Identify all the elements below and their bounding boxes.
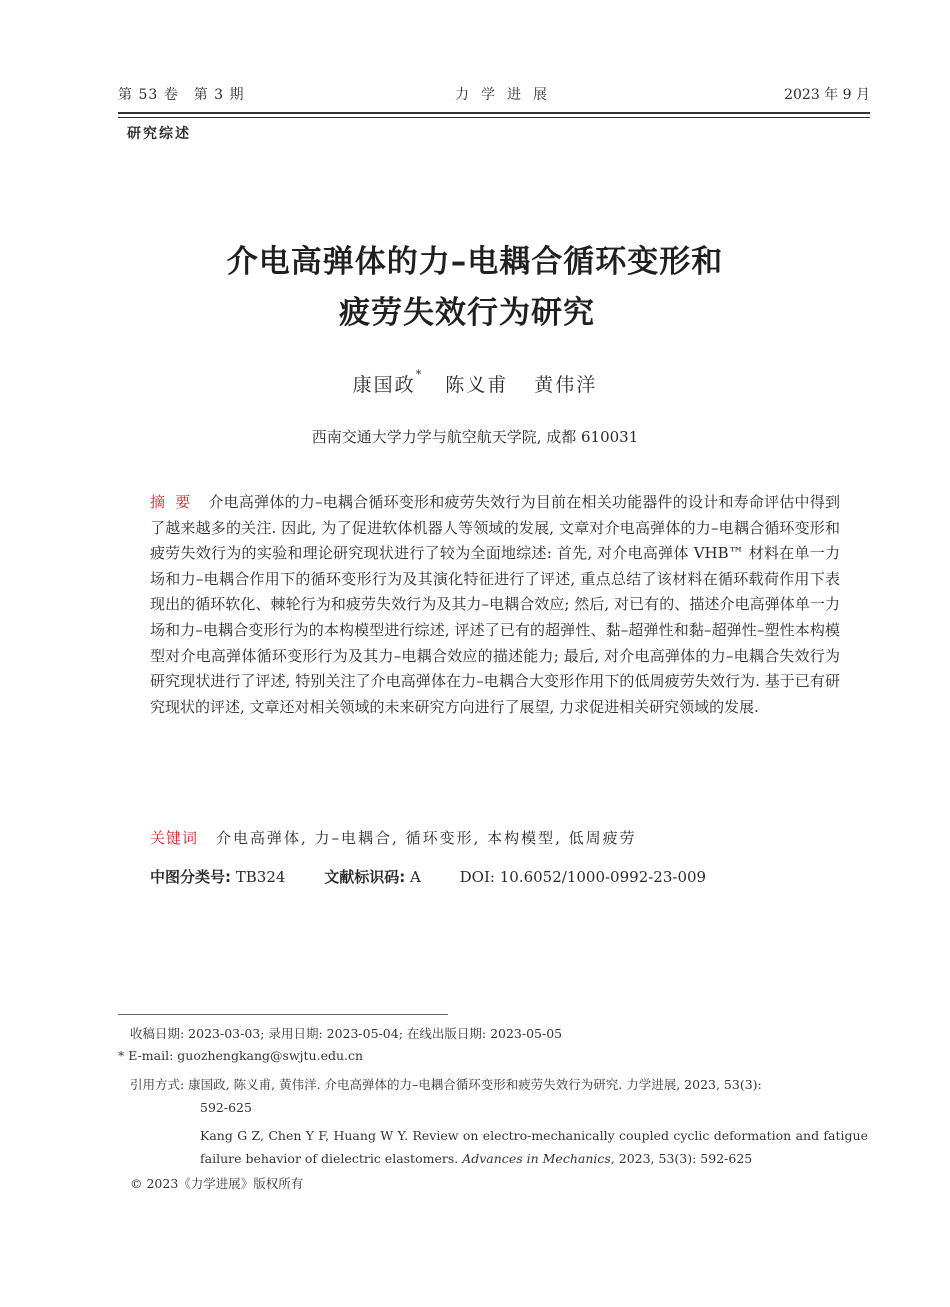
header-rule-thin <box>118 117 870 118</box>
classification-line <box>150 866 706 887</box>
copyright: © 2023《力学进展》版权所有 <box>130 1176 304 1191</box>
author-name: 黄伟洋 <box>534 374 598 396</box>
abstract-label: 摘要 <box>150 493 201 511</box>
abstract-text: 介电高弹体的力–电耦合循环变形和疲劳失效行为目前在相关功能器件的设计和寿命评估中得到了越来越多的关注. 因此, 为了促进软体机器人等领域的发展, 文章对介电高弹体的力–电耦合循环变形和疲劳失效行为的实验和理论研究现状进行了较为全面地综述: 首先, 对介电高弹体 VHB™ 材料在单一力场和力–电耦合作用下的循环变形行为及其演化特征进行了评述, 重点总结了该材料在循环载荷作用下表现出的循环软化、棘轮行为和疲劳失效行为及其力–电耦合效应; 然后, 对已有的、描述介电高弹体单一力场和力–电耦合变形行为的本构模型进行综述, 评述了已有的超弹性、黏–超弹性和黏–超弹性–塑性本构模型对介电高弹体循环变形行为及其力–电耦合效应的描述能力; 最后, 对介电高弹体的力–电耦合失效行为研究现状进行了评述, 特别关注了介电高弹体在力–电耦合大变形作用下的低周疲劳失效行为. 基于已有研究现状的评述, 文章还对相关领域的未来研究方向进行了展望, 力求促进相关研究领域的发展. <box>150 493 840 716</box>
keywords-text: 介电高弹体, 力–电耦合, 循环变形, 本构模型, 低周疲劳 <box>216 829 637 847</box>
footnote-rule <box>118 1014 448 1015</box>
citation-en-text: Kang G Z, Chen Y F, Huang W Y. Review on electro-mechanically coupled cyclic deformation and fatigue failure behavior of dielectric elastomers. <box>200 1128 868 1166</box>
citation-english <box>200 1124 868 1170</box>
citation-en-tail: , 2023, 53(3): 592-625 <box>610 1151 753 1166</box>
doc-code-value: A <box>410 868 421 886</box>
paper-title-line1: 介电高弹体的力–电耦合循环变形和 <box>226 244 724 280</box>
citation-cn-line1: 引用方式: 康国政, 陈义甫, 黄伟洋. 介电高弹体的力–电耦合循环变形和疲劳失效行为研究. 力学进展, 2023, 53(3): <box>130 1077 762 1092</box>
author-list <box>0 370 950 397</box>
clc-value: TB324 <box>235 868 286 886</box>
keywords-label: 关键词 <box>150 829 199 847</box>
paper-title-line2: 疲劳失效行为研究 <box>339 295 595 331</box>
doi-label: DOI: <box>459 868 495 886</box>
clc-label: 中图分类号: <box>150 868 231 886</box>
author-name: 康国政 <box>352 374 416 396</box>
issue-date: 2023 年 9 月 <box>784 87 870 103</box>
keywords <box>150 827 637 848</box>
citation-en-journal: Advances in Mechanics <box>462 1151 611 1166</box>
received-dates: 收稿日期: 2023-03-03; 录用日期: 2023-05-04; 在线出版日期: 2023-05-05 <box>130 1026 563 1041</box>
header-rule-thick <box>118 112 870 114</box>
email-footnote: * E-mail: guozhengkang@swjtu.edu.cn <box>118 1048 364 1063</box>
citation-cn-line2: 592-625 <box>200 1100 252 1115</box>
journal-volume-issue: 第 53 卷 第 3 期 <box>118 87 245 103</box>
affiliation: 西南交通大学力学与航空航天学院, 成都 610031 <box>311 428 639 446</box>
section-tag: 研究综述 <box>127 126 191 142</box>
journal-name: 力学进展 <box>455 87 559 103</box>
doi-value: 10.6052/1000-0992-23-009 <box>499 868 707 886</box>
author-name: 陈义甫 <box>445 374 509 396</box>
doc-code-label: 文献标识码: <box>324 868 406 886</box>
corresponding-mark: * <box>415 368 424 381</box>
abstract <box>150 490 840 720</box>
citation-chinese <box>130 1073 870 1119</box>
